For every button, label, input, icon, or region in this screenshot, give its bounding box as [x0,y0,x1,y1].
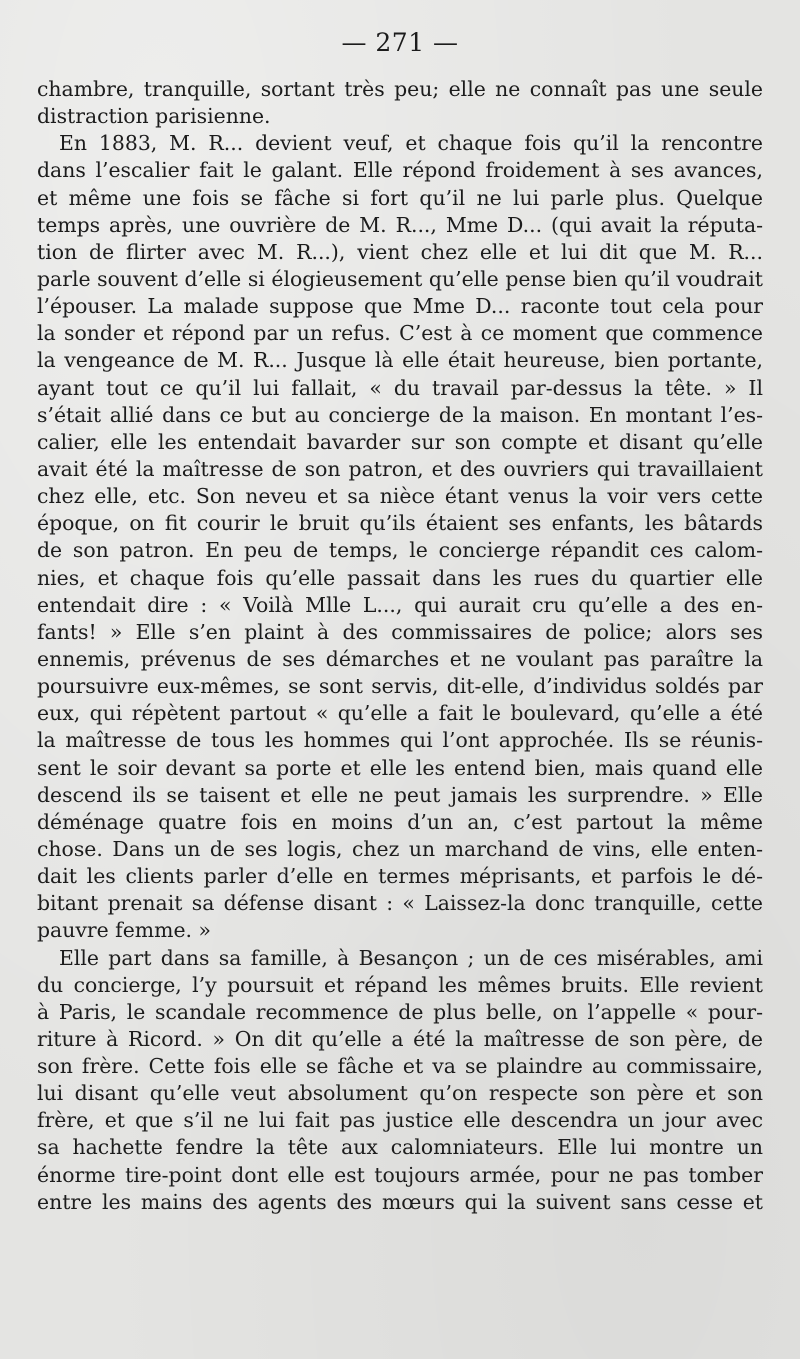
text-line: pauvre femme. » [37,918,211,943]
text-line: époque, on fit courir le bruit qu’ils étaient ses enfants, les bâtards [37,511,763,536]
text-line: avait été la maîtresse de son patron, et des ouvriers qui travaillaient [37,456,763,481]
text-line: lui disant qu’elle veut absolument qu’on respecte son père et son [37,1081,763,1106]
text-line: riture à Ricord. » On dit qu’elle a été la maîtresse de son père, de [37,1026,763,1051]
text-line: la vengeance de M. R... Jusque là elle était heureuse, bien portante, [37,348,763,373]
text-line: énorme tire-point dont elle est toujours armée, pour ne pas tomber [37,1162,763,1187]
text-line: temps après, une ouvrière de M. R..., Mme D... (qui avait la réputa- [37,212,763,237]
text-line: En 1883, M. R... devient veuf, et chaque fois qu’il la rencontre [59,131,763,156]
text-line: déménage quatre fois en moins d’un an, c’est partout la même [37,809,763,834]
text-line: distraction parisienne. [37,104,271,129]
page-number: — 271 — [341,28,459,57]
text-line: fants! » Elle s’en plaint à des commissaires de police; alors ses [37,619,763,644]
text-line: la sonder et répond par un refus. C’est à ce moment que commence [37,321,763,346]
text-line: s’était allié dans ce but au concierge de la maison. En montant l’es- [37,402,763,427]
text-line: chez elle, etc. Son neveu et sa nièce étant venus la voir vers cette [37,484,763,509]
text-line: chambre, tranquille, sortant très peu; elle ne connaît pas une seule [37,77,763,101]
text-line: dans l’escalier fait le galant. Elle répond froidement à ses avances, [37,158,763,183]
text-line: chose. Dans un de ses logis, chez un marchand de vins, elle enten- [37,836,763,861]
text-line: à Paris, le scandale recommence de plus belle, on l’appelle « pour- [37,999,763,1024]
text-line: l’épouser. La malade suppose que Mme D... raconte tout cela pour [37,294,763,319]
text-line: calier, elle les entendait bavarder sur son compte et disant qu’elle [37,429,763,454]
text-line: eux, qui répètent partout « qu’elle a fait le boulevard, qu’elle a été [37,701,763,726]
text-line: sa hachette fendre la tête aux calomniateurs. Elle lui montre un [37,1135,763,1160]
text-line: frère, et que s’il ne lui fait pas justice elle descendra un jour avec [37,1108,763,1133]
text-line: tion de flirter avec M. R...), vient chez elle et lui dit que M. R... [37,239,763,264]
text-line: nies, et chaque fois qu’elle passait dans les rues du quartier elle [37,565,763,590]
text-line: la maîtresse de tous les hommes qui l’ont approchée. Ils se réunis- [37,728,763,753]
text-line: dait les clients parler d’elle en termes méprisants, et parfois le dé- [37,864,763,889]
text-line: sent le soir devant sa porte et elle les entend bien, mais quand elle [37,755,763,780]
text-line: entre les mains des agents des mœurs qui la suivent sans cesse et [37,1189,763,1214]
text-line: descend ils se taisent et elle ne peut jamais les surprendre. » Elle [37,782,763,807]
text-line: et même une fois se fâche si fort qu’il ne lui parle plus. Quelque [37,185,763,210]
text-line: de son patron. En peu de temps, le concierge répandit ces calom- [37,538,763,563]
text-line: Elle part dans sa famille, à Besançon ; un de ces misérables, ami [59,945,763,970]
text-line: ayant tout ce qu’il lui fallait, « du travail par-dessus la tête. » Il [37,375,763,400]
text-line: du concierge, l’y poursuit et répand les mêmes bruits. Elle revient [37,972,763,997]
text-line: ennemis, prévenus de ses démarches et ne voulant pas paraître la [37,646,763,671]
text-line: son frère. Cette fois elle se fâche et va se plaindre au commissaire, [37,1054,763,1079]
text-line: parle souvent d’elle si élogieusement qu’elle pense bien qu’il voudrait [37,266,763,291]
text-line: bitant prenait sa défense disant : « Laissez-la donc tranquille, cette [37,891,763,916]
text-line: entendait dire : « Voilà Mlle L..., qui aurait cru qu’elle a des en- [37,592,763,617]
body-text [37,76,763,1216]
text-line: poursuivre eux-mêmes, se sont servis, dit-elle, d’individus soldés par [37,674,763,699]
